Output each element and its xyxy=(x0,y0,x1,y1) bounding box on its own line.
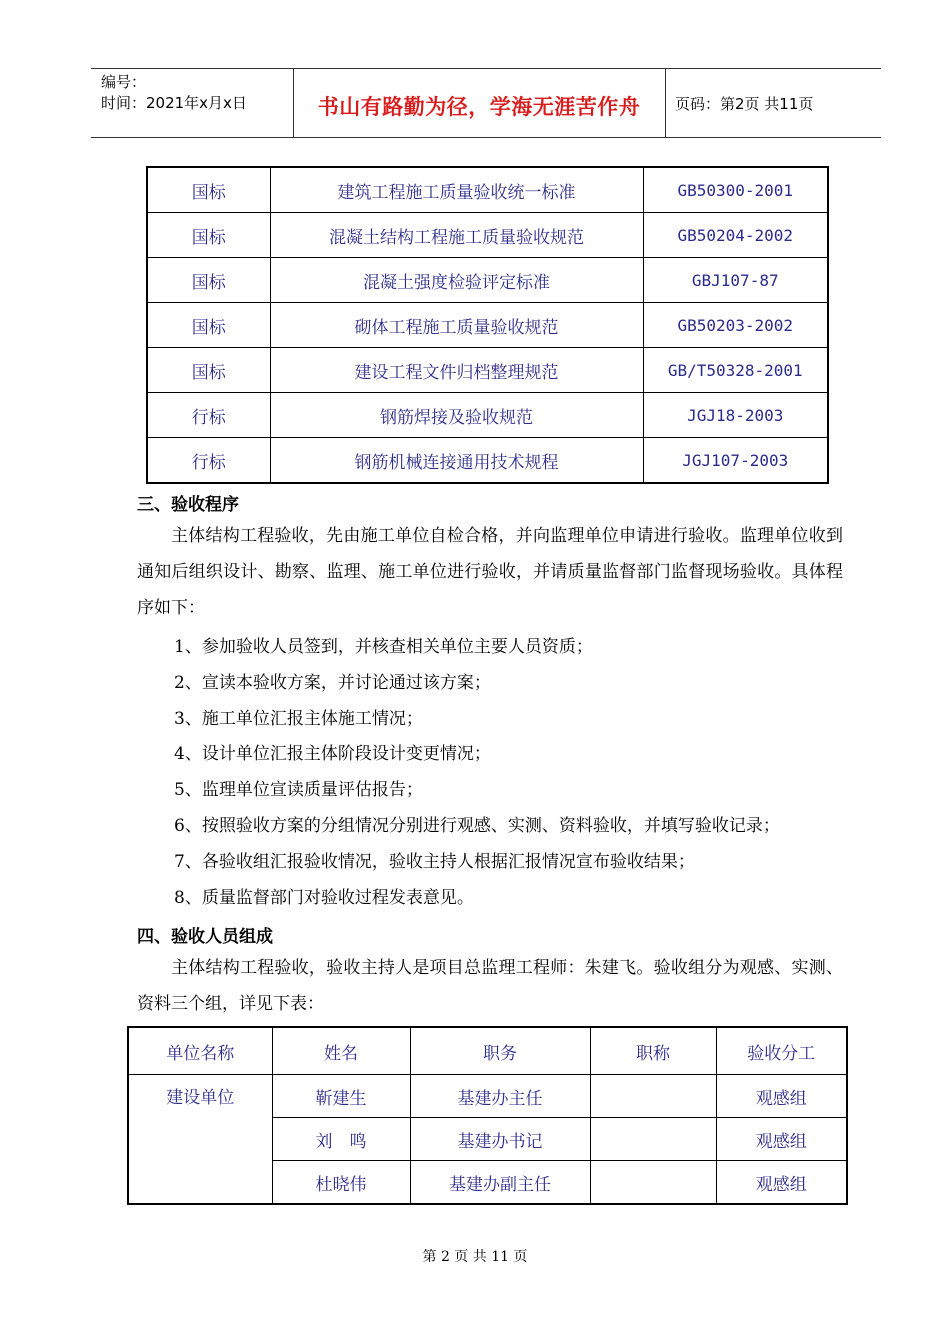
person-name: 杜晓伟 xyxy=(272,1161,410,1205)
person-group: 观感组 xyxy=(716,1161,847,1205)
table-row xyxy=(147,167,828,213)
column-header: 单位名称 xyxy=(128,1027,272,1075)
header-motto: 书山有路勤为径，学海无涯苦作舟 xyxy=(317,95,641,119)
table-row xyxy=(147,258,828,303)
serial-label: 编号： xyxy=(101,73,147,91)
standard-code: GB50203-2002 xyxy=(643,303,828,348)
procedure-step: 1、参加验收人员签到，并核查相关单位主要人员资质； xyxy=(174,637,593,657)
column-header: 职务 xyxy=(410,1027,590,1075)
standard-name: 建筑工程施工质量验收统一标准 xyxy=(270,167,643,213)
procedure-step: 3、施工单位汇报主体施工情况； xyxy=(174,708,423,729)
unit-name: 建设单位 xyxy=(128,1075,272,1205)
standards-table xyxy=(146,166,829,484)
standard-code: GBJ107-87 xyxy=(643,258,828,303)
header-page-info: 页码：第2页 共11页 xyxy=(675,95,814,113)
time-label: 时间：2021年x月x日 xyxy=(101,94,247,112)
standard-type: 国标 xyxy=(147,167,270,213)
standard-code: JGJ107-2003 xyxy=(643,438,828,484)
standard-name: 混凝土强度检验评定标准 xyxy=(270,258,643,303)
person-name: 靳建生 xyxy=(272,1075,410,1118)
standard-name: 砌体工程施工质量验收规范 xyxy=(270,303,643,348)
table-row xyxy=(147,393,828,438)
table-row xyxy=(147,303,828,348)
standard-name: 建设工程文件归档整理规范 xyxy=(270,348,643,393)
table-row xyxy=(147,438,828,484)
header-divider xyxy=(665,69,666,137)
procedure-step: 4、设计单位汇报主体阶段设计变更情况； xyxy=(174,744,491,765)
section3-intro: 主体结构工程验收，先由施工单位自检合格，并向监理单位申请进行验收。监理单位收到通知后组织设计、勘察、监理、施工单位进行验收，并请质量监督部门监督现场验收。具体程序如下： xyxy=(137,526,843,618)
page-footer: 第 2 页 共 11 页 xyxy=(422,1249,528,1265)
person-group: 观感组 xyxy=(716,1075,847,1118)
column-header: 验收分工 xyxy=(716,1027,847,1075)
table-row xyxy=(147,213,828,258)
standard-type: 行标 xyxy=(147,393,270,438)
section4-heading: 四、验收人员组成 xyxy=(137,927,273,947)
page-header xyxy=(91,68,881,138)
person-name: 刘 鸣 xyxy=(272,1118,410,1161)
standard-code: GB50300-2001 xyxy=(643,167,828,213)
standard-type: 国标 xyxy=(147,348,270,393)
procedure-step: 7、各验收组汇报验收情况，验收主持人根据汇报情况宣布验收结果； xyxy=(174,851,695,872)
standard-name: 钢筋焊接及验收规范 xyxy=(270,393,643,438)
standard-type: 国标 xyxy=(147,303,270,348)
standard-type: 行标 xyxy=(147,438,270,484)
standard-type: 国标 xyxy=(147,213,270,258)
standard-code: JGJ18-2003 xyxy=(643,393,828,438)
procedure-step: 5、监理单位宣读质量评估报告； xyxy=(174,780,423,801)
procedure-step: 8、质量监督部门对验收过程发表意见。 xyxy=(174,887,474,908)
section4-intro: 主体结构工程验收，验收主持人是项目总监理工程师：朱建飞。验收组分为观感、实测、资料三个组，详见下表： xyxy=(137,958,843,1014)
person-title xyxy=(590,1118,716,1161)
table-row xyxy=(147,348,828,393)
procedure-step: 2、宣读本验收方案，并讨论通过该方案； xyxy=(174,672,491,693)
person-title xyxy=(590,1075,716,1118)
standard-type: 国标 xyxy=(147,258,270,303)
staff-table xyxy=(127,1026,848,1205)
column-header: 职称 xyxy=(590,1027,716,1075)
header-meta xyxy=(101,72,247,114)
standard-code: GB50204-2002 xyxy=(643,213,828,258)
standard-name: 钢筋机械连接通用技术规程 xyxy=(270,438,643,484)
column-header: 姓名 xyxy=(272,1027,410,1075)
standard-name: 混凝土结构工程施工质量验收规范 xyxy=(270,213,643,258)
person-group: 观感组 xyxy=(716,1118,847,1161)
person-duty: 基建办书记 xyxy=(410,1118,590,1161)
table-row xyxy=(128,1075,847,1118)
person-duty: 基建办副主任 xyxy=(410,1161,590,1205)
section3-heading: 三、验收程序 xyxy=(137,495,239,515)
person-title xyxy=(590,1161,716,1205)
procedure-steps xyxy=(174,630,780,916)
standard-code: GB/T50328-2001 xyxy=(643,348,828,393)
procedure-step: 6、按照验收方案的分组情况分别进行观感、实测、资料验收，并填写验收记录； xyxy=(174,815,780,836)
person-duty: 基建办主任 xyxy=(410,1075,590,1118)
table-header-row xyxy=(128,1027,847,1075)
